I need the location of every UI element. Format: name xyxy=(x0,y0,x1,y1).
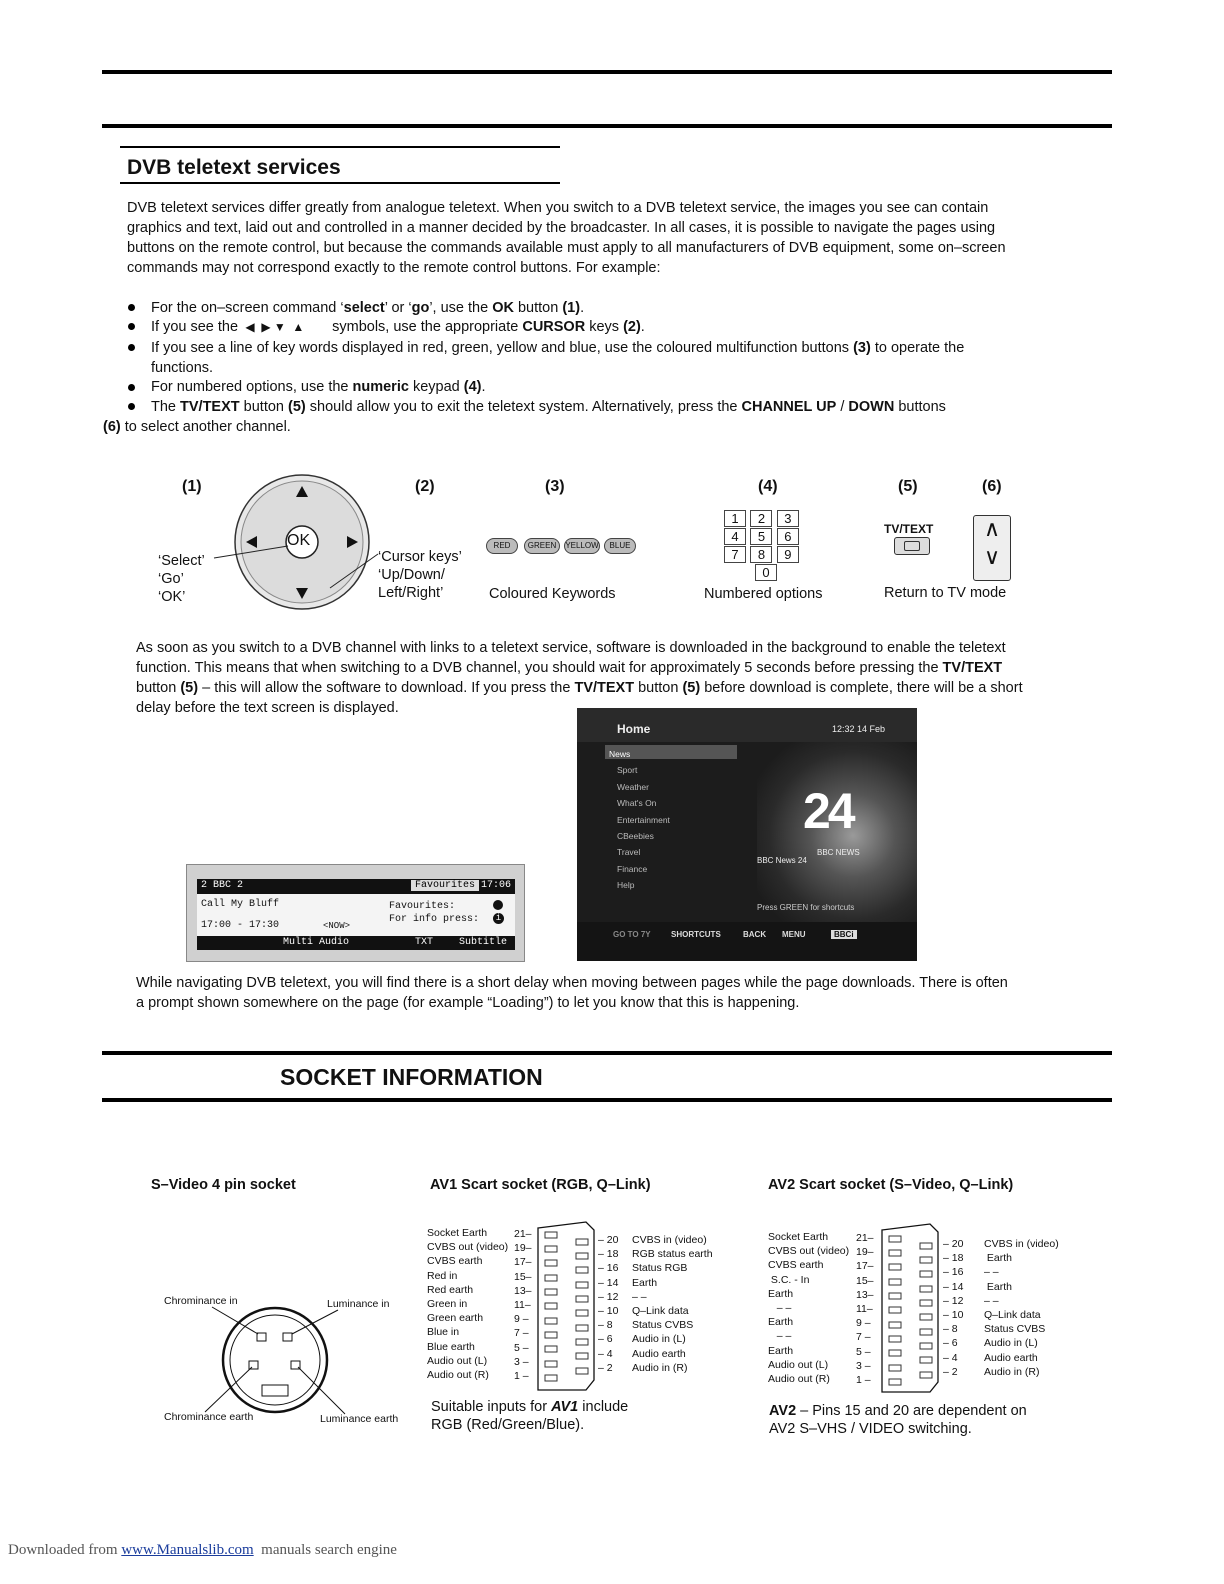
banner-header xyxy=(197,879,515,894)
return-caption: Return to TV mode xyxy=(884,585,1007,601)
svideo-title: S–Video 4 pin socket xyxy=(151,1177,296,1193)
footer-menu: MENU xyxy=(782,930,806,939)
red-button: RED xyxy=(486,538,518,554)
screen-menu xyxy=(609,746,670,894)
key-8: 8 xyxy=(750,546,772,563)
banner-audio: Multi Audio xyxy=(283,937,350,948)
teletext-icon xyxy=(904,541,920,551)
key-6: 6 xyxy=(777,528,799,545)
bullet-dot xyxy=(128,304,135,311)
section-rule xyxy=(102,124,1112,128)
screen-channel-name: BBC News 24 xyxy=(757,856,807,865)
leader-line xyxy=(205,1367,252,1412)
diagram-number-2: (2) xyxy=(415,478,435,495)
select-caption: ‘Select’ ‘Go’ ‘OK’ xyxy=(158,553,205,605)
screen-bbc-logo: BBC NEWS xyxy=(817,848,860,857)
menu-item-help: Help xyxy=(617,880,635,891)
tvtext-button xyxy=(894,537,930,555)
numeric-keypad xyxy=(724,510,814,582)
teletext-home-screen xyxy=(577,708,917,961)
bullet-colour: If you see a line of key words displayed in red, green, yellow and blue, use the coloured multifunction buttons (3) to operate the functions. xyxy=(151,340,965,376)
key-0: 0 xyxy=(755,564,777,581)
bullet-numeric: For numbered options, use the numeric keypad (4). xyxy=(151,379,486,395)
download-paragraph: As soon as you switch to a DVB channel with links to a teletext service, software is downloaded in the background to enable the teletext function. This means that when switching to a DVB channel, you should wait for approximately 5 seconds before pressing the TV/TEXT button (5) – this will allow the software to download. If you press the TV/TEXT button (5) before download is complete, there will be a short delay before the text screen is displayed. xyxy=(136,640,1023,716)
av1-right-labels: CVBS in (video) RGB status earth Status RGB Earth – – Q–Link data Status CVBS Audio in (L) Audio earth Audio in (R) xyxy=(632,1234,713,1374)
banner-slot: 17:00 - 17:30 xyxy=(201,920,280,931)
av2-scart-connector xyxy=(880,1222,942,1396)
av2-title: AV2 Scart socket (S–Video, Q–Link) xyxy=(768,1177,1014,1193)
screen-clock: 12:32 14 Feb xyxy=(832,724,886,734)
socket-rule-top xyxy=(102,1051,1112,1055)
av1-left-pins: 21– 19– 17– 15– 13– 11– 9 – 7 – 5 – 3 – 1 – xyxy=(514,1228,532,1383)
bullet-tvtext: The TV/TEXT button (5) should allow you to exit the teletext system. Alternatively, press the CHANNEL UP / DOWN buttons (6) to select another channel. xyxy=(103,399,946,435)
banner-subtitle: Subtitle xyxy=(459,937,508,948)
screen-footer xyxy=(577,922,917,961)
blue-button: BLUE xyxy=(604,538,636,554)
svideo-connector xyxy=(160,1290,410,1430)
info-icon: i xyxy=(493,913,504,924)
menu-item-news: News xyxy=(609,749,631,759)
svideo-pin xyxy=(249,1361,258,1369)
luma-in-label: Luminance in xyxy=(327,1298,390,1310)
dvb-intro: DVB teletext services differ greatly from analogue teletext. When you switch to a DVB teletext service, the images you see can contain graphics and text, laid out and controlled in a manner decided by the broadcaster. In all cases, it is possible to navigate the pages using buttons on the remote control, but because the commands available must apply to all manufacturers of DVB equipment, some on–screen commands may not correspond exactly to the remote control buttons. For example: xyxy=(127,200,1006,276)
top-rule xyxy=(102,70,1112,74)
av1-right-pins: – 20 – 18 – 16 – 14 – 12 – 10 – 8 – 6 – 4 – 2 xyxy=(598,1234,619,1374)
heading-rule-bottom xyxy=(120,182,560,184)
chevron-down-icon: ∨ xyxy=(983,544,1001,569)
manualslib-link[interactable]: www.Manualslib.com xyxy=(121,1542,254,1558)
leader-line xyxy=(298,1367,345,1414)
banner-favourites-tag: Favourites xyxy=(411,880,479,891)
dvb-heading: DVB teletext services xyxy=(127,156,341,179)
banner-now: <NOW> xyxy=(323,921,351,931)
av1-left-labels: Socket Earth CVBS out (video) CVBS earth Red in Red earth Green in Green earth Blue in Blue earth Audio out (L) Audio out (R) xyxy=(427,1227,509,1382)
record-dot-icon xyxy=(493,900,503,910)
tvtext-label: TV/TEXT xyxy=(884,522,934,536)
bullet-dot xyxy=(128,344,135,351)
chevron-up-icon: ∧ xyxy=(983,516,1001,541)
chroma-in-label: Chrominance in xyxy=(164,1295,238,1307)
diagram-number-6: (6) xyxy=(982,478,1002,495)
av2-right-labels: CVBS in (video) Earth – – Earth – – Q–Link data Status CVBS Audio in (L) Audio earth Audio in (R) xyxy=(984,1238,1059,1378)
banner-info-label: For info press: xyxy=(389,914,480,925)
screen-home-title: Home xyxy=(617,722,651,736)
bullet-dot xyxy=(128,384,135,391)
footer-back: BACK xyxy=(743,930,767,939)
svideo-key xyxy=(262,1385,288,1396)
coloured-keywords-caption: Coloured Keywords xyxy=(489,586,616,602)
chroma-earth-label: Chrominance earth xyxy=(164,1411,254,1423)
key-5: 5 xyxy=(750,528,772,545)
channel-up-down-button xyxy=(973,515,1011,581)
screen-big-number: 24 xyxy=(803,783,853,839)
key-9: 9 xyxy=(777,546,799,563)
heading-rule-top xyxy=(120,146,560,148)
key-2: 2 xyxy=(750,510,772,527)
av1-title: AV1 Scart socket (RGB, Q–Link) xyxy=(430,1177,651,1193)
yellow-button: YELLOW xyxy=(564,538,600,554)
footer-goto: GO TO 7Y xyxy=(613,930,651,939)
banner-programme: Call My Bluff xyxy=(201,899,280,910)
key-4: 4 xyxy=(724,528,746,545)
footer-bbci: BBCi xyxy=(831,930,857,939)
download-footer: Downloaded from www.Manualslib.com manuals search engine xyxy=(8,1542,397,1558)
leader-line xyxy=(212,1307,258,1334)
menu-item-finance: Finance xyxy=(617,863,648,874)
av2-left-labels: Socket Earth CVBS out (video) CVBS earth S.C. - In Earth – – Earth – – Earth Audio out (L) Audio out (R) xyxy=(768,1231,850,1386)
bullet-select: For the on–screen command ‘select’ or ‘go’, use the OK button (1). xyxy=(151,300,585,316)
av2-left-pins: 21– 19– 17– 15– 13– 11– 9 – 7 – 5 – 3 – 1 – xyxy=(856,1232,874,1387)
menu-item-travel: Travel xyxy=(617,847,641,858)
socket-heading: SOCKET INFORMATION xyxy=(280,1064,543,1090)
av2-note: AV2 – Pins 15 and 20 are dependent on AV2 S–VHS / VIDEO switching. xyxy=(769,1403,1027,1437)
numbered-options-caption: Numbered options xyxy=(704,586,823,602)
screen-prompt: Press GREEN for shortcuts xyxy=(757,903,855,912)
menu-item-entertainment: Entertainment xyxy=(617,814,670,825)
banner-channel: 2 BBC 2 xyxy=(201,880,244,891)
luma-earth-label: Luminance earth xyxy=(320,1413,399,1425)
key-1: 1 xyxy=(724,510,746,527)
av1-note: Suitable inputs for AV1 include RGB (Red/Green/Blue). xyxy=(431,1399,629,1433)
menu-item-sport: Sport xyxy=(617,765,638,776)
banner-footer xyxy=(197,936,515,950)
menu-item-weather: Weather xyxy=(617,781,649,792)
bullet-cursor: If you see the ◀ ▶ ▼ ▲ symbols, use the appropriate CURSOR keys (2). xyxy=(151,319,645,335)
cursor-caption: ‘Cursor keys’ ‘Up/Down/ Left/Right’ xyxy=(378,549,462,601)
diagram-number-1: (1) xyxy=(182,478,202,495)
info-banner-frame xyxy=(186,864,525,962)
banner-time: 17:06 xyxy=(481,880,512,891)
svideo-pin xyxy=(283,1333,292,1341)
diagram-number-5: (5) xyxy=(898,478,918,495)
footer-shortcuts: SHORTCUTS xyxy=(671,930,721,939)
key-3: 3 xyxy=(777,510,799,527)
info-banner xyxy=(197,879,515,950)
socket-rule-bottom xyxy=(102,1098,1112,1102)
av1-scart-connector xyxy=(536,1220,598,1394)
banner-txt: TXT xyxy=(415,937,434,948)
green-button: GREEN xyxy=(524,538,560,554)
colour-buttons xyxy=(486,538,636,554)
menu-item-whats-on: What's On xyxy=(617,798,657,809)
diagram-number-4: (4) xyxy=(758,478,778,495)
svideo-pin xyxy=(257,1333,266,1341)
navigation-paragraph: While navigating DVB teletext, you will find there is a short delay when moving between pages while the page downloads. There is often a prompt shown somewhere on the page (for example “Loading”) to let you know that this is happening. xyxy=(136,975,1008,1011)
av2-right-pins: – 20 – 18 – 16 – 14 – 12 – 10 – 8 – 6 – 4 – 2 xyxy=(943,1238,964,1378)
diagram-number-3: (3) xyxy=(545,478,565,495)
key-7: 7 xyxy=(724,546,746,563)
banner-fav-label: Favourites: xyxy=(389,901,456,912)
menu-item-cbeebies: CBeebies xyxy=(617,831,654,842)
bullet-dot xyxy=(128,323,135,330)
ok-label: OK xyxy=(287,532,311,549)
arrow-symbols-icon: ◀ ▶ ▼ ▲ xyxy=(242,320,305,334)
